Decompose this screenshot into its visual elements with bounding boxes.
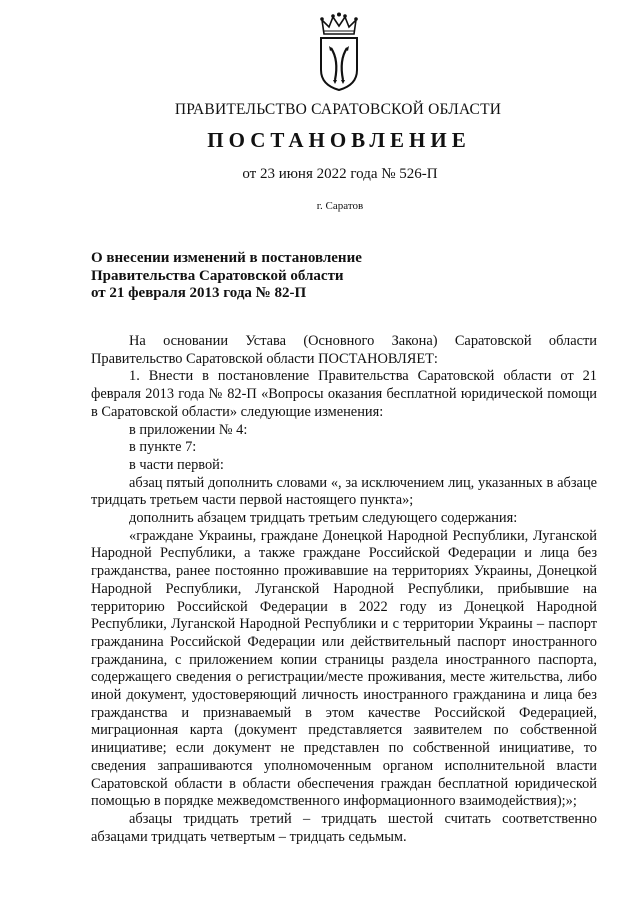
paragraph-renumbering: абзацы тридцать третий – тридцать шестой считать соответственно абзацами тридцать четвертым – тридцать седьмым. [91,810,597,845]
document-type: ПОСТАНОВЛЕНИЕ [207,128,471,152]
paragraph-part: в части первой: [129,456,224,473]
organization-name: ПРАВИТЕЛЬСТВО САРАТОВСКОЙ ОБЛАСТИ [174,101,502,118]
subject-line: от 21 февраля 2013 года № 82-П [91,285,307,301]
document-date-number: от 23 июня 2022 года № 526-П [242,166,438,182]
paragraph-preamble: На основании Устава (Основного Закона) Саратовской области Правительство Саратовской области ПОСТАНОВЛЯЕТ: [91,333,597,367]
subject-line: О внесении изменений в постановление [91,250,362,266]
subject-line: Правительства Саратовской области [91,267,344,284]
paragraph-point: в пункте 7: [129,439,197,456]
paragraph-amendment-2: дополнить абзацем тридцать третьим следующего содержания: [129,510,518,527]
document-city: г. Саратов [316,200,364,212]
paragraph-amendment-1: абзац пятый дополнить словами «, за исключением лиц, указанных в абзаце тридцать третьем части первой настоящего пункта»; [91,474,597,509]
paragraph-appendix: в приложении № 4: [129,421,248,438]
document-body [91,333,597,846]
coat-of-arms-emblem [318,12,360,92]
document-subject [91,250,411,303]
paragraph-item-1: 1. Внести в постановление Правительства Саратовской области от 21 февраля 2013 года № 82-П «Вопросы оказания бесплатной юридической помощи в Саратовской области» следующие изменения: [91,368,597,420]
paragraph-quoted-text: «граждане Украины, граждане Донецкой Народной Республики, Луганской Народной Республики, а также граждане Российской Федерации и лица без гражданства, ранее постоянно проживавшие на территориях Украины, Донецкой Народной Республики, Луганской Народной Республики, прибывшие на территорию Российской Федерации в 2022 году из Донецкой Народной Республики, Луганской Народной Республики и с территории Украины – паспорт гражданина Российской Федерации или действительный паспорт иностранного гражданина, с приложением копии страницы раздела иностранного паспорта, содержащего сведения о регистрации/месте проживания, месте жительства, либо иной документ, удостоверяющий личность иностранного гражданина и лица без гражданства и признаваемый в этом качестве Российской Федерацией, миграционная карта (документ представляется заявителем по собственной инициативе; если документ не представлен по собственной инициативе, то сведения запрашиваются уполномоченным органом исполнительной власти Саратовской области в области обеспечения граждан бесплатной юридической помощью в порядке межведомственного информационного взаимодействия);»; [91,527,597,810]
